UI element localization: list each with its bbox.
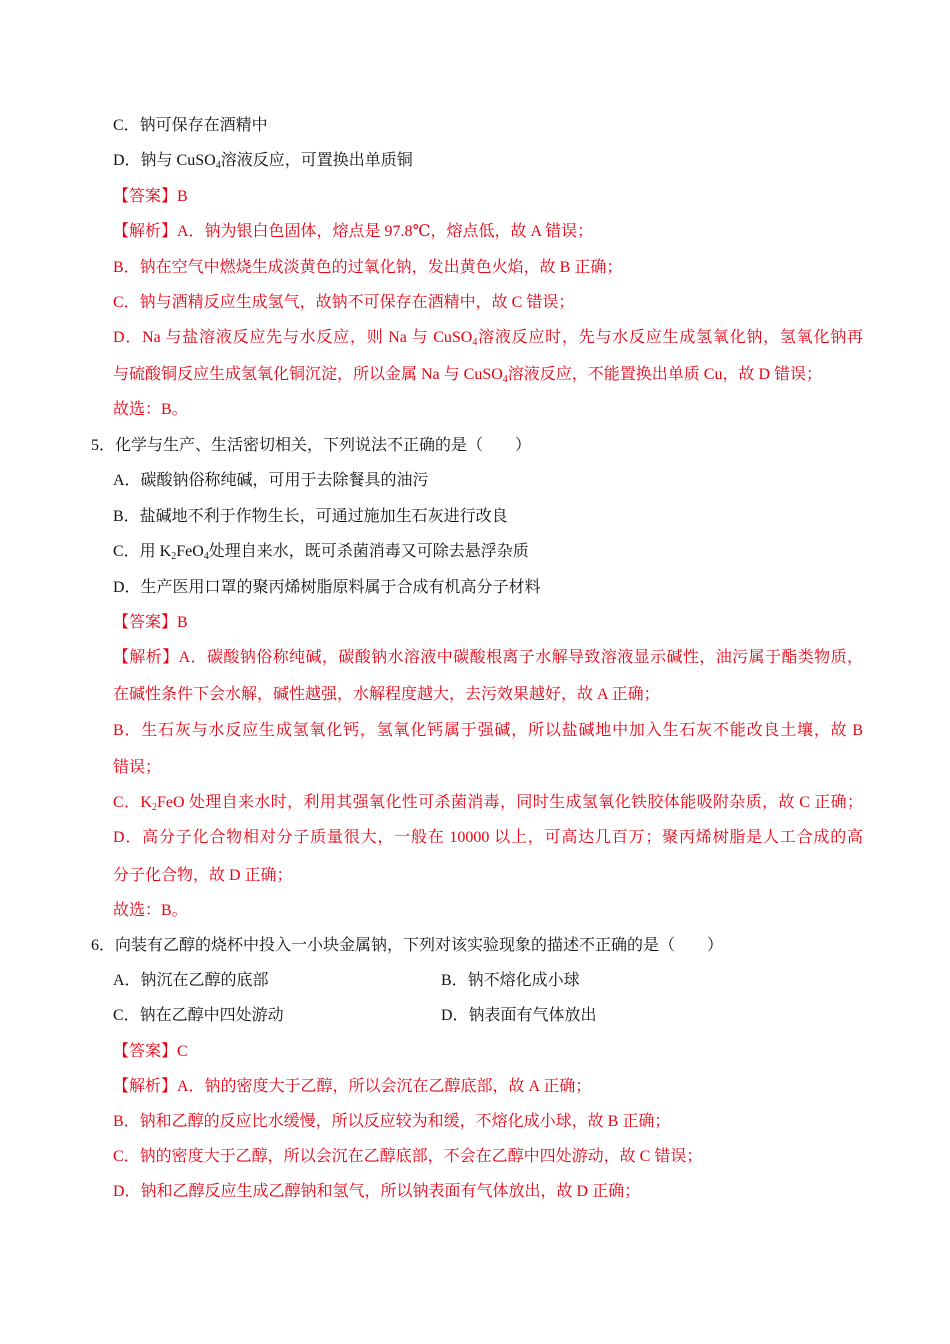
text-segment: C．钠的密度大于乙醇，所以会沉在乙醇底部，不会在乙醇中四处游动，故 C 错误； [113,1148,703,1165]
subscript: 4 [472,337,478,348]
text-segment: A．碳酸钠俗称纯碱，可用于去除餐具的油污 [113,472,429,489]
text-segment: FeO [176,543,204,560]
answer-explanation-line [113,400,188,420]
answer-explanation-line [113,1182,640,1202]
text-segment: D．钠和乙醇反应生成乙醇钠和氢气，所以钠表面有气体放出，故 D 正确； [113,1183,641,1200]
answer-explanation-line [113,793,863,813]
text-segment: 与硫酸铜反应生成氢氧化铜沉淀，所以金属 Na 与 CuSO [113,366,503,383]
text-segment: 【解析】A．钠为银白色固体，熔点是 97.8℃，熔点低，故 A 错误； [113,223,594,240]
option-line [113,971,580,991]
subscript: 2 [151,802,157,813]
answer-explanation-line [113,613,188,633]
text-segment: 在碱性条件下会水解，碱性越强，水解程度越大，去污效果越好，故 A 正确； [113,686,660,703]
answer-explanation-line [113,1077,591,1097]
text-segment: 【解析】A．碳酸钠俗称纯碱，碳酸钠水溶液中碳酸根离子水解导致溶液显示碱性，油污属于酯类物质， [113,649,863,666]
text-segment: 错误； [113,759,162,776]
text-segment: 【答案】B [113,188,188,205]
answer-explanation-line [113,1147,702,1167]
question-stem [91,936,723,956]
option-line [113,578,541,598]
text-segment: B．生石灰与水反应生成氢氧化钙，氢氧化钙属于强碱，所以盐碱地中加入生石灰不能改良土壤，故 B [113,722,863,739]
subscript: 4 [203,551,209,562]
text-segment: C．用 K [113,543,172,560]
option-line [113,471,429,491]
answer-explanation-line [113,648,863,668]
text-segment: B．钠和乙醇的反应比水缓慢，所以反应较为和缓，不熔化成小球，故 B 正确； [113,1113,671,1130]
answer-explanation-line [113,258,622,278]
answer-explanation-line [113,293,574,313]
text-segment: 5．化学与生产、生活密切相关，下列说法不正确的是（ ） [91,437,532,454]
text-segment: D．Na 与盐溶液反应先与水反应，则 Na 与 CuSO [113,329,473,346]
answer-explanation-line [113,901,188,921]
option-right-column: B．钠不熔化成小球 [441,972,580,989]
answer-explanation-line [113,866,293,886]
text-segment: A．钠沉在乙醇的底部 [113,972,269,989]
text-segment: C．钠在乙醇中四处游动 [113,1007,284,1024]
text-segment: 【解析】A．钠的密度大于乙醇，所以会沉在乙醇底部，故 A 正确； [113,1078,592,1095]
answer-explanation-line [113,721,863,741]
text-segment: D．高分子化合物相对分子质量很大，一般在 10000 以上，可高达几百万；聚丙烯树脂是人工合成的高 [113,829,863,846]
text-segment: 6．向装有乙醇的烧杯中投入一小块金属钠，下列对该实验现象的描述不正确的是（ ） [91,937,724,954]
text-segment: C．K [113,794,152,811]
text-segment: 【答案】B [113,614,188,631]
text-segment: D．生产医用口罩的聚丙烯树脂原料属于合成有机高分子材料 [113,579,541,596]
answer-explanation-line [113,1042,188,1062]
option-line [113,151,413,171]
option-right-column: D．钠表面有气体放出 [441,1007,597,1024]
subscript: 4 [215,160,221,171]
text-segment: B．盐碱地不利于作物生长，可通过施加生石灰进行改良 [113,508,508,525]
text-segment: 溶液反应时，先与水反应生成氢氧化钠，氢氧化钠再 [477,329,863,346]
answer-explanation-line [113,828,863,848]
answer-explanation-line [113,328,863,348]
subscript: 4 [502,374,508,385]
option-line [113,1006,597,1026]
text-segment: B．钠在空气中燃烧生成淡黄色的过氧化钠，发出黄色火焰，故 B 正确； [113,259,623,276]
text-segment: 分子化合物，故 D 正确； [113,867,293,884]
text-segment: C．钠与酒精反应生成氢气，故钠不可保存在酒精中，故 C 错误； [113,294,575,311]
subscript: 2 [171,551,177,562]
option-line [113,507,508,527]
text-segment: 处理自来水，既可杀菌消毒又可除去悬浮杂质 [208,543,529,560]
text-segment: 故选：B。 [113,902,188,919]
answer-explanation-line [113,1112,670,1132]
answer-explanation-line [113,685,660,705]
answer-explanation-line [113,187,188,207]
text-segment: D．钠与 CuSO [113,152,216,169]
question-stem [91,436,531,456]
text-segment: 溶液反应，不能置换出单质 Cu，故 D 错误； [507,366,823,383]
text-segment: 故选：B。 [113,401,188,418]
text-segment: 【答案】C [113,1043,188,1060]
option-line [113,116,268,136]
text-segment: FeO 处理自来水时，利用其强氧化性可杀菌消毒，同时生成氢氧化铁胶体能吸附杂质，故 C 正确； [156,794,863,811]
text-segment: C．钠可保存在酒精中 [113,117,268,134]
text-segment: 溶液反应，可置换出单质铜 [220,152,413,169]
answer-explanation-line [113,222,593,242]
option-line [113,542,529,562]
answer-explanation-line [113,365,822,385]
answer-explanation-line [113,758,161,778]
